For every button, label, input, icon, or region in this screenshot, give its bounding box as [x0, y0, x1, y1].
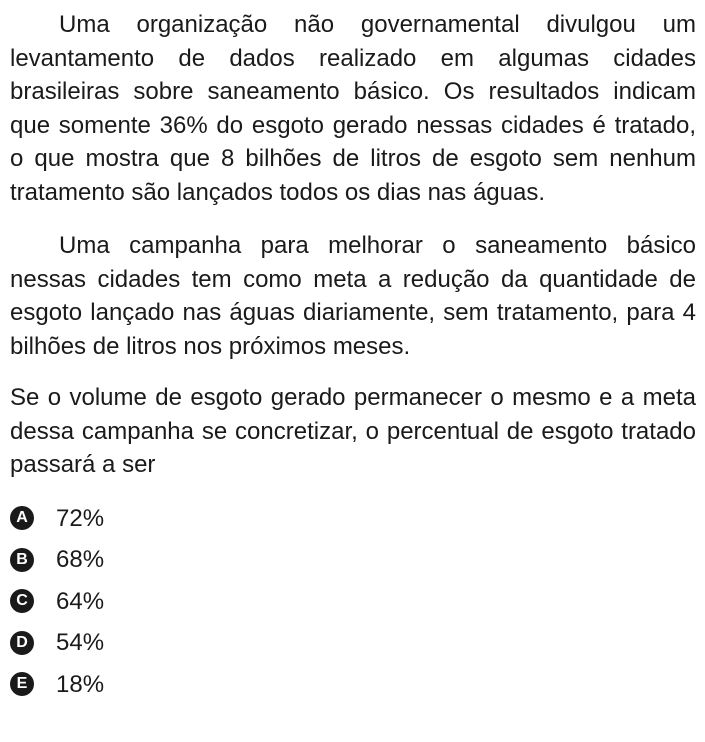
- option-d-letter-badge: D: [10, 631, 34, 655]
- option-e-letter-badge: E: [10, 672, 34, 696]
- option-e[interactable]: [10, 664, 696, 706]
- context-paragraph-2: Uma campanha para melhorar o saneamento básico nessas cidades tem como meta a redução da quantidade de esgoto lançado nas águas diariamente, sem tratamento, para 4 bilhões de litros nos próximos meses.: [10, 232, 696, 360]
- option-a-letter-badge: A: [10, 506, 34, 530]
- option-d-text: 54%: [56, 629, 105, 657]
- answer-options: [10, 498, 696, 706]
- option-c[interactable]: [10, 581, 696, 623]
- context-paragraph-1: Uma organização não governamental divulgou um levantamento de dados realizado em algumas cidades brasileiras sobre saneamento básico. Os resultados indicam que somente 36% do esgoto gerado nessas cidades é tratado, o que mostra que 8 bilhões de litros de esgoto sem nenhum tratamento são lançados todos os dias nas águas.: [10, 11, 696, 206]
- option-b-text: 68%: [56, 546, 105, 574]
- question-container: [10, 8, 696, 705]
- question-prompt: Se o volume de esgoto gerado permanecer o mesmo e a meta dessa campanha se concretizar, o percentual de esgoto tratado passará a ser: [10, 384, 696, 478]
- option-a[interactable]: [10, 498, 696, 540]
- option-c-letter-badge: C: [10, 589, 34, 613]
- option-a-text: 72%: [56, 504, 105, 532]
- option-e-text: 18%: [56, 670, 105, 698]
- option-b[interactable]: [10, 539, 696, 581]
- option-d[interactable]: [10, 622, 696, 664]
- option-c-text: 64%: [56, 587, 105, 615]
- option-b-letter-badge: B: [10, 548, 34, 572]
